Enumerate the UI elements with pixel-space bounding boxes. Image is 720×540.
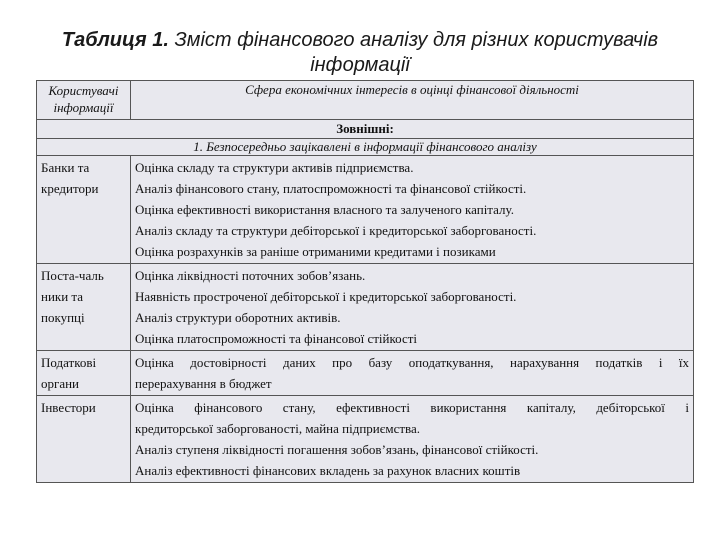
interests-cell [131,156,694,264]
user-label: кредитори [41,181,99,196]
title-line2: інформації [310,54,410,76]
user-label: Банки та [41,160,90,175]
section-title: Зовнішні: [37,120,694,139]
list-item: Оцінка фінансового стану, ефективності використання капіталу, дебіторської і [135,400,689,415]
user-cell [37,156,131,264]
user-cell [37,264,131,351]
interests-cell [131,351,694,396]
header-users-line2: інформації [53,100,114,115]
subsection-title: 1. Безпосередньо зацікавлені в інформації фінансового аналізу [37,139,694,156]
user-label: Інвестори [41,400,96,415]
table-header-row [37,81,694,120]
list-item: Аналіз складу та структури дебіторської і кредиторської заборгованості. [135,223,537,238]
list-item: кредиторської заборгованості, майна підприємства. [135,421,421,436]
header-users-line1: Користувачі [48,83,119,98]
subsection-row [37,139,694,156]
title-line1: Зміст фінансового аналізу для різних користувачів [174,29,659,51]
header-users-cell [37,81,131,120]
list-item: Оцінка платоспроможності та фінансової стійкості [135,331,418,346]
list-item: Наявність простроченої дебіторської і кредиторської заборгованості. [135,289,517,304]
user-label: покупці [41,310,85,325]
user-label: Поста-чаль [41,268,104,283]
list-item: Оцінка ефективності використання власного та залученого капіталу. [135,202,514,217]
user-label: органи [41,376,80,391]
user-cell [37,396,131,483]
page-title [40,28,680,78]
list-item: Аналіз фінансового стану, платоспроможності та фінансової стійкості. [135,181,527,196]
list-item: перерахування в бюджет [135,376,272,391]
list-item: Оцінка складу та структури активів підприємства. [135,160,414,175]
header-interests-cell: Сфера економічних інтересів в оцінці фінансової діяльності [131,81,694,120]
user-cell [37,351,131,396]
title-lead: Таблиця 1. [61,29,169,51]
table-row [37,156,694,264]
table-row [37,351,694,396]
interests-cell [131,264,694,351]
table-row [37,264,694,351]
list-item: Оцінка ліквідності поточних зобов’язань. [135,268,366,283]
section-row [37,120,694,139]
user-label: Податкові [41,355,97,370]
list-item: Аналіз ефективності фінансових вкладень за рахунок власних коштів [135,463,521,478]
financial-analysis-table [36,80,694,483]
list-item: Аналіз ступеня ліквідності погашення зобов’язань, фінансової стійкості. [135,442,539,457]
table-row [37,396,694,483]
interests-cell [131,396,694,483]
list-item: Аналіз структури оборотних активів. [135,310,341,325]
list-item: Оцінка розрахунків за раніше отриманими кредитами і позиками [135,244,496,259]
list-item: Оцінка достовірності даних про базу оподаткування, нарахування податків і їх [135,355,689,370]
user-label: ники та [41,289,84,304]
